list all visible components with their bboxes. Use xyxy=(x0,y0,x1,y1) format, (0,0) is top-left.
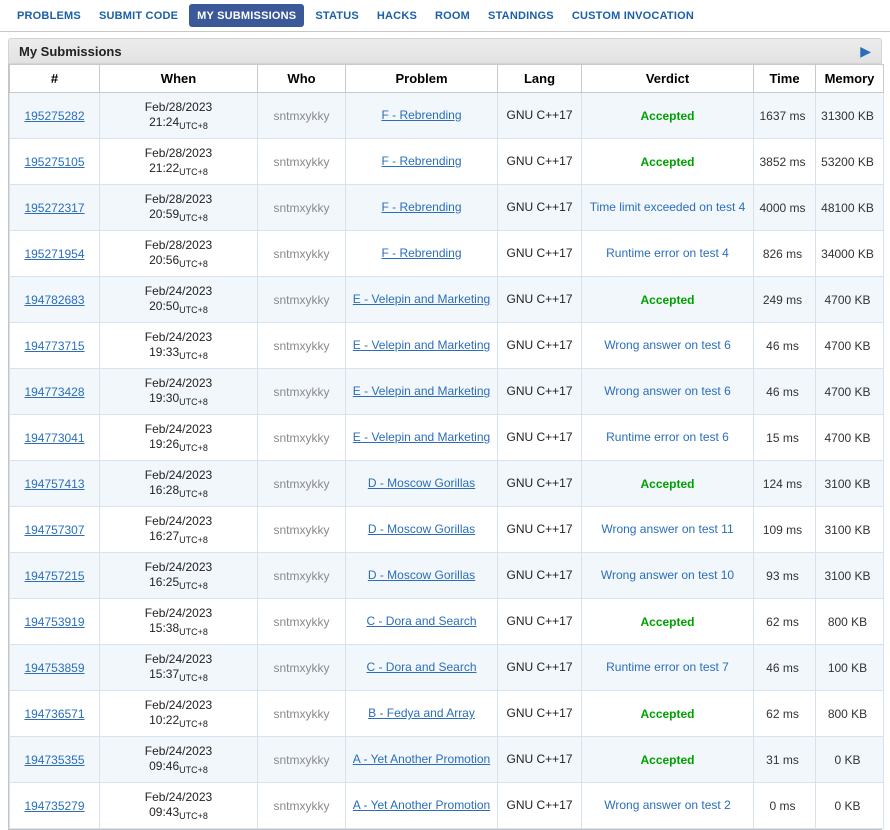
submission-time-of-day: 21:24 xyxy=(149,115,180,129)
submission-lang-cell xyxy=(498,691,582,737)
submission-lang-cell xyxy=(498,277,582,323)
submission-id-link[interactable]: 194757413 xyxy=(24,476,85,491)
submission-time-cell: 249 ms xyxy=(754,277,816,323)
submission-timezone: UTC+8 xyxy=(179,811,208,821)
problem-link[interactable]: D - Moscow Gorillas xyxy=(367,476,476,490)
submission-date: Feb/24/2023 xyxy=(144,790,213,804)
table-row xyxy=(10,185,884,231)
submission-id-cell xyxy=(10,93,100,139)
submission-when-cell xyxy=(100,369,258,415)
submission-author[interactable]: sntmxykky xyxy=(273,568,330,583)
problem-link[interactable]: D - Moscow Gorillas xyxy=(367,522,476,536)
submission-when-cell xyxy=(100,277,258,323)
submission-lang-cell xyxy=(498,93,582,139)
submission-memory-cell: 100 KB xyxy=(816,645,884,691)
column-header-id[interactable]: # xyxy=(10,65,100,93)
submission-author[interactable]: sntmxykky xyxy=(273,660,330,675)
submission-who-cell xyxy=(258,185,346,231)
submission-who-cell xyxy=(258,277,346,323)
submission-id-cell xyxy=(10,185,100,231)
submission-author[interactable]: sntmxykky xyxy=(273,522,330,537)
submission-when-cell xyxy=(100,737,258,783)
submission-when-cell xyxy=(100,599,258,645)
submission-problem-cell xyxy=(346,461,498,507)
problem-link[interactable]: F - Rebrending xyxy=(381,154,462,168)
submission-verdict-cell xyxy=(582,461,754,507)
submission-problem-cell xyxy=(346,93,498,139)
submission-author[interactable]: sntmxykky xyxy=(273,476,330,491)
submission-language: GNU C++17 xyxy=(506,660,573,674)
submission-verdict-cell xyxy=(582,553,754,599)
submission-id-link[interactable]: 194757215 xyxy=(24,568,85,583)
submission-lang-cell xyxy=(498,783,582,829)
submission-id-link[interactable]: 194757307 xyxy=(24,522,85,537)
submission-id-cell xyxy=(10,691,100,737)
submission-when-cell xyxy=(100,415,258,461)
problem-link[interactable]: D - Moscow Gorillas xyxy=(367,568,476,582)
verdict-text: Accepted xyxy=(640,706,695,721)
submission-id-cell xyxy=(10,369,100,415)
submission-language: GNU C++17 xyxy=(506,430,573,444)
page-title: My Submissions xyxy=(19,43,122,59)
submission-date: Feb/24/2023 xyxy=(144,330,213,344)
table-row xyxy=(10,507,884,553)
verdict-text: Accepted xyxy=(640,752,695,767)
table-row xyxy=(10,323,884,369)
table-row xyxy=(10,737,884,783)
table-row xyxy=(10,139,884,185)
submission-verdict-cell xyxy=(582,277,754,323)
submission-time-cell: 4000 ms xyxy=(754,185,816,231)
submission-id-link[interactable]: 194773041 xyxy=(24,430,85,445)
nav-item-room[interactable]: ROOM xyxy=(435,9,471,22)
nav-item-custom-invocation[interactable]: CUSTOM INVOCATION xyxy=(571,9,694,22)
submission-memory-cell: 3100 KB xyxy=(816,461,884,507)
problem-link[interactable]: F - Rebrending xyxy=(381,246,462,260)
submission-problem-cell xyxy=(346,415,498,461)
submission-time-cell: 93 ms xyxy=(754,553,816,599)
submission-time-of-day: 20:56 xyxy=(149,253,180,267)
submission-id-link[interactable]: 195271954 xyxy=(24,246,85,261)
submission-memory-cell: 4700 KB xyxy=(816,277,884,323)
submission-lang-cell xyxy=(498,645,582,691)
problem-link[interactable]: F - Rebrending xyxy=(381,200,462,214)
verdict-text[interactable]: Wrong answer on test 10 xyxy=(600,568,735,582)
submission-verdict-cell xyxy=(582,93,754,139)
submission-date: Feb/28/2023 xyxy=(144,192,213,206)
submission-id-cell xyxy=(10,231,100,277)
submission-author[interactable]: sntmxykky xyxy=(273,200,330,215)
submission-date: Feb/24/2023 xyxy=(144,468,213,482)
submission-id-link[interactable]: 194773715 xyxy=(24,338,85,353)
submission-date: Feb/24/2023 xyxy=(144,560,213,574)
submission-id-cell xyxy=(10,783,100,829)
verdict-text: Accepted xyxy=(640,614,695,629)
submission-language: GNU C++17 xyxy=(506,568,573,582)
submission-date: Feb/24/2023 xyxy=(144,422,213,436)
submission-id-link[interactable]: 194782683 xyxy=(24,292,85,307)
submission-id-link[interactable]: 194753859 xyxy=(24,660,85,675)
problem-link[interactable]: C - Dora and Search xyxy=(366,660,477,674)
submission-time-of-day: 16:27 xyxy=(149,529,180,543)
submission-time-cell: 826 ms xyxy=(754,231,816,277)
submission-verdict-cell xyxy=(582,599,754,645)
submission-timezone: UTC+8 xyxy=(179,167,208,177)
submission-who-cell xyxy=(258,461,346,507)
verdict-text: Accepted xyxy=(640,292,695,307)
submission-verdict-cell xyxy=(582,645,754,691)
submission-memory-cell: 34000 KB xyxy=(816,231,884,277)
nav-item-status[interactable]: STATUS xyxy=(315,9,359,22)
verdict-text[interactable]: Wrong answer on test 2 xyxy=(604,798,731,812)
submission-time-of-day: 20:59 xyxy=(149,207,180,221)
submission-lang-cell xyxy=(498,139,582,185)
submission-date: Feb/24/2023 xyxy=(144,698,213,712)
submission-memory-cell: 4700 KB xyxy=(816,323,884,369)
verdict-text[interactable]: Wrong answer on test 11 xyxy=(601,522,734,536)
submission-author[interactable]: sntmxykky xyxy=(273,108,330,123)
table-row xyxy=(10,93,884,139)
submission-date: Feb/24/2023 xyxy=(144,284,213,298)
submission-author[interactable]: sntmxykky xyxy=(273,706,330,721)
submission-memory-cell: 800 KB xyxy=(816,599,884,645)
submission-id-link[interactable]: 195272317 xyxy=(24,200,85,215)
submission-problem-cell xyxy=(346,139,498,185)
problem-link[interactable]: C - Dora and Search xyxy=(366,614,477,628)
submission-time-of-day: 15:37 xyxy=(149,667,180,681)
submission-timezone: UTC+8 xyxy=(179,673,208,683)
submission-when-cell xyxy=(100,783,258,829)
column-header-memory[interactable]: Memory xyxy=(816,65,884,93)
submission-timezone: UTC+8 xyxy=(179,213,208,223)
submission-problem-cell xyxy=(346,553,498,599)
column-header-verdict[interactable]: Verdict xyxy=(582,65,754,93)
submission-author[interactable]: sntmxykky xyxy=(273,154,330,169)
submission-verdict-cell xyxy=(582,737,754,783)
submission-language: GNU C++17 xyxy=(506,706,573,720)
submission-time-of-day: 21:22 xyxy=(149,161,180,175)
submission-who-cell xyxy=(258,599,346,645)
submission-time-cell: 46 ms xyxy=(754,323,816,369)
submission-lang-cell xyxy=(498,599,582,645)
submission-who-cell xyxy=(258,691,346,737)
submission-lang-cell xyxy=(498,507,582,553)
submission-language: GNU C++17 xyxy=(506,292,573,306)
submission-time-of-day: 19:30 xyxy=(149,391,180,405)
submission-lang-cell xyxy=(498,461,582,507)
submission-memory-cell: 0 KB xyxy=(816,783,884,829)
submission-lang-cell xyxy=(498,323,582,369)
submission-who-cell xyxy=(258,783,346,829)
table-header-row xyxy=(10,65,884,93)
submission-author[interactable]: sntmxykky xyxy=(273,338,330,353)
submission-date: Feb/24/2023 xyxy=(144,376,213,390)
submission-time-of-day: 15:38 xyxy=(149,621,180,635)
verdict-text[interactable]: Runtime error on test 7 xyxy=(606,660,729,674)
submission-when-cell xyxy=(100,185,258,231)
submission-when-cell xyxy=(100,691,258,737)
problem-link[interactable]: A - Yet Another Promotion xyxy=(352,798,491,812)
submission-verdict-cell xyxy=(582,415,754,461)
submission-timezone: UTC+8 xyxy=(179,351,208,361)
submission-who-cell xyxy=(258,323,346,369)
verdict-text[interactable]: Wrong answer on test 6 xyxy=(604,384,731,398)
problem-link[interactable]: B - Fedya and Array xyxy=(368,706,475,720)
submission-memory-cell: 3100 KB xyxy=(816,507,884,553)
submission-language: GNU C++17 xyxy=(506,384,573,398)
submission-author[interactable]: sntmxykky xyxy=(273,292,330,307)
column-header-time[interactable]: Time xyxy=(754,65,816,93)
submission-id-cell xyxy=(10,645,100,691)
table-row xyxy=(10,369,884,415)
submission-timezone: UTC+8 xyxy=(179,719,208,729)
table-row xyxy=(10,691,884,737)
submission-author[interactable]: sntmxykky xyxy=(273,384,330,399)
submission-language: GNU C++17 xyxy=(506,154,573,168)
submission-time-of-day: 09:46 xyxy=(149,759,180,773)
submission-lang-cell xyxy=(498,231,582,277)
submission-author[interactable]: sntmxykky xyxy=(273,246,330,261)
submission-verdict-cell xyxy=(582,691,754,737)
table-row xyxy=(10,783,884,829)
submissions-table-body xyxy=(10,93,884,829)
submission-author[interactable]: sntmxykky xyxy=(273,752,330,767)
submission-id-link[interactable]: 194736571 xyxy=(24,706,85,721)
submission-memory-cell: 31300 KB xyxy=(816,93,884,139)
column-header-lang[interactable]: Lang xyxy=(498,65,582,93)
submission-time-cell: 15 ms xyxy=(754,415,816,461)
submission-language: GNU C++17 xyxy=(506,752,573,766)
submission-id-cell xyxy=(10,737,100,783)
submission-problem-cell xyxy=(346,783,498,829)
submission-memory-cell: 4700 KB xyxy=(816,369,884,415)
submission-timezone: UTC+8 xyxy=(179,121,208,131)
submission-date: Feb/28/2023 xyxy=(144,100,213,114)
nav-item-problems[interactable]: PROBLEMS xyxy=(17,9,81,22)
submission-who-cell xyxy=(258,231,346,277)
column-header-problem[interactable]: Problem xyxy=(346,65,498,93)
submission-timezone: UTC+8 xyxy=(179,765,208,775)
submission-id-link[interactable]: 194773428 xyxy=(24,384,85,399)
submission-when-cell xyxy=(100,231,258,277)
submission-language: GNU C++17 xyxy=(506,614,573,628)
table-row xyxy=(10,461,884,507)
submission-id-link[interactable]: 194753919 xyxy=(24,614,85,629)
nav-item-my-submissions[interactable]: MY SUBMISSIONS xyxy=(189,4,304,27)
submission-when-cell xyxy=(100,93,258,139)
submission-problem-cell xyxy=(346,185,498,231)
problem-link[interactable]: E - Velepin and Marketing xyxy=(352,338,491,352)
submission-memory-cell: 0 KB xyxy=(816,737,884,783)
submissions-table xyxy=(9,64,884,829)
submission-date: Feb/24/2023 xyxy=(144,652,213,666)
submission-when-cell xyxy=(100,139,258,185)
submission-time-cell: 62 ms xyxy=(754,599,816,645)
table-row xyxy=(10,553,884,599)
submission-id-cell xyxy=(10,553,100,599)
submission-who-cell xyxy=(258,369,346,415)
submission-verdict-cell xyxy=(582,139,754,185)
submission-memory-cell: 4700 KB xyxy=(816,415,884,461)
submission-author[interactable]: sntmxykky xyxy=(273,614,330,629)
submission-time-cell: 46 ms xyxy=(754,369,816,415)
submission-when-cell xyxy=(100,645,258,691)
submission-id-cell xyxy=(10,599,100,645)
submission-time-cell: 46 ms xyxy=(754,645,816,691)
verdict-text: Accepted xyxy=(640,154,695,169)
submission-lang-cell xyxy=(498,185,582,231)
submission-problem-cell xyxy=(346,231,498,277)
verdict-text: Accepted xyxy=(640,476,695,491)
table-row xyxy=(10,415,884,461)
submission-who-cell xyxy=(258,415,346,461)
submission-lang-cell xyxy=(498,369,582,415)
column-header-when[interactable]: When xyxy=(100,65,258,93)
play-arrow-icon[interactable]: ▶ xyxy=(860,43,871,59)
submission-problem-cell xyxy=(346,691,498,737)
submission-language: GNU C++17 xyxy=(506,798,573,812)
submission-memory-cell: 800 KB xyxy=(816,691,884,737)
submission-lang-cell xyxy=(498,553,582,599)
submission-when-cell xyxy=(100,553,258,599)
submission-time-cell: 0 ms xyxy=(754,783,816,829)
page-header-bar xyxy=(8,38,882,64)
verdict-text[interactable]: Runtime error on test 6 xyxy=(606,430,729,444)
submission-author[interactable]: sntmxykky xyxy=(273,430,330,445)
submission-time-cell: 3852 ms xyxy=(754,139,816,185)
nav-item-standings[interactable]: STANDINGS xyxy=(488,9,554,22)
submission-date: Feb/24/2023 xyxy=(144,606,213,620)
submission-date: Feb/28/2023 xyxy=(144,146,213,160)
problem-link[interactable]: E - Velepin and Marketing xyxy=(352,292,491,306)
submission-id-cell xyxy=(10,323,100,369)
column-header-who[interactable]: Who xyxy=(258,65,346,93)
nav-item-hacks[interactable]: HACKS xyxy=(376,9,418,22)
submission-id-link[interactable]: 195275282 xyxy=(24,108,85,123)
submission-time-of-day: 10:22 xyxy=(149,713,180,727)
submission-language: GNU C++17 xyxy=(506,200,573,214)
submission-language: GNU C++17 xyxy=(506,246,573,260)
problem-link[interactable]: E - Velepin and Marketing xyxy=(352,384,491,398)
submission-who-cell xyxy=(258,139,346,185)
submission-date: Feb/24/2023 xyxy=(144,514,213,528)
submission-problem-cell xyxy=(346,369,498,415)
submission-when-cell xyxy=(100,323,258,369)
submission-time-cell: 31 ms xyxy=(754,737,816,783)
submission-id-link[interactable]: 195275105 xyxy=(24,154,85,169)
nav-item-submit-code[interactable]: SUBMIT CODE xyxy=(98,9,179,22)
submission-problem-cell xyxy=(346,507,498,553)
submission-id-cell xyxy=(10,277,100,323)
submission-language: GNU C++17 xyxy=(506,108,573,122)
submission-who-cell xyxy=(258,93,346,139)
submission-time-cell: 109 ms xyxy=(754,507,816,553)
submission-time-of-day: 19:26 xyxy=(149,437,180,451)
submission-language: GNU C++17 xyxy=(506,476,573,490)
submission-when-cell xyxy=(100,461,258,507)
submission-who-cell xyxy=(258,553,346,599)
submission-id-cell xyxy=(10,461,100,507)
submission-timezone: UTC+8 xyxy=(179,305,208,315)
submission-time-of-day: 16:25 xyxy=(149,575,180,589)
submission-who-cell xyxy=(258,507,346,553)
submission-id-link[interactable]: 194735355 xyxy=(24,752,85,767)
table-row xyxy=(10,599,884,645)
submission-who-cell xyxy=(258,737,346,783)
submission-time-cell: 124 ms xyxy=(754,461,816,507)
submission-problem-cell xyxy=(346,599,498,645)
submission-timezone: UTC+8 xyxy=(179,535,208,545)
submission-timezone: UTC+8 xyxy=(179,397,208,407)
submission-timezone: UTC+8 xyxy=(179,581,208,591)
submission-timezone: UTC+8 xyxy=(179,443,208,453)
submission-time-of-day: 20:50 xyxy=(149,299,180,313)
submission-id-cell xyxy=(10,139,100,185)
submission-who-cell xyxy=(258,645,346,691)
submission-date: Feb/28/2023 xyxy=(144,238,213,252)
submission-timezone: UTC+8 xyxy=(179,627,208,637)
submission-problem-cell xyxy=(346,277,498,323)
submission-when-cell xyxy=(100,507,258,553)
table-row xyxy=(10,231,884,277)
verdict-text[interactable]: Wrong answer on test 6 xyxy=(604,338,731,352)
submission-lang-cell xyxy=(498,415,582,461)
table-row xyxy=(10,277,884,323)
submission-memory-cell: 3100 KB xyxy=(816,553,884,599)
problem-link[interactable]: F - Rebrending xyxy=(381,108,462,122)
submission-language: GNU C++17 xyxy=(506,338,573,352)
submission-author[interactable]: sntmxykky xyxy=(273,798,330,813)
submission-id-link[interactable]: 194735279 xyxy=(24,798,85,813)
verdict-text[interactable]: Time limit exceeded on test 4 xyxy=(589,200,746,214)
submission-language: GNU C++17 xyxy=(506,522,573,536)
verdict-text: Accepted xyxy=(640,108,695,123)
submission-problem-cell xyxy=(346,645,498,691)
submission-verdict-cell xyxy=(582,507,754,553)
submission-timezone: UTC+8 xyxy=(179,489,208,499)
submission-time-of-day: 19:33 xyxy=(149,345,180,359)
submission-verdict-cell xyxy=(582,783,754,829)
problem-link[interactable]: A - Yet Another Promotion xyxy=(352,752,491,766)
submission-timezone: UTC+8 xyxy=(179,259,208,269)
problem-link[interactable]: E - Velepin and Marketing xyxy=(352,430,491,444)
verdict-text[interactable]: Runtime error on test 4 xyxy=(606,246,729,260)
submission-lang-cell xyxy=(498,737,582,783)
submission-verdict-cell xyxy=(582,369,754,415)
submission-memory-cell: 53200 KB xyxy=(816,139,884,185)
submission-verdict-cell xyxy=(582,231,754,277)
submission-problem-cell xyxy=(346,737,498,783)
submission-memory-cell: 48100 KB xyxy=(816,185,884,231)
table-row xyxy=(10,645,884,691)
submissions-table-container xyxy=(8,64,882,830)
submission-time-of-day: 16:28 xyxy=(149,483,180,497)
submission-id-cell xyxy=(10,507,100,553)
submission-verdict-cell xyxy=(582,323,754,369)
submission-time-cell: 1637 ms xyxy=(754,93,816,139)
submission-problem-cell xyxy=(346,323,498,369)
submission-time-cell: 62 ms xyxy=(754,691,816,737)
submission-time-of-day: 09:43 xyxy=(149,805,180,819)
submission-verdict-cell xyxy=(582,185,754,231)
submission-date: Feb/24/2023 xyxy=(144,744,213,758)
main-navigation xyxy=(0,0,890,32)
submission-id-cell xyxy=(10,415,100,461)
